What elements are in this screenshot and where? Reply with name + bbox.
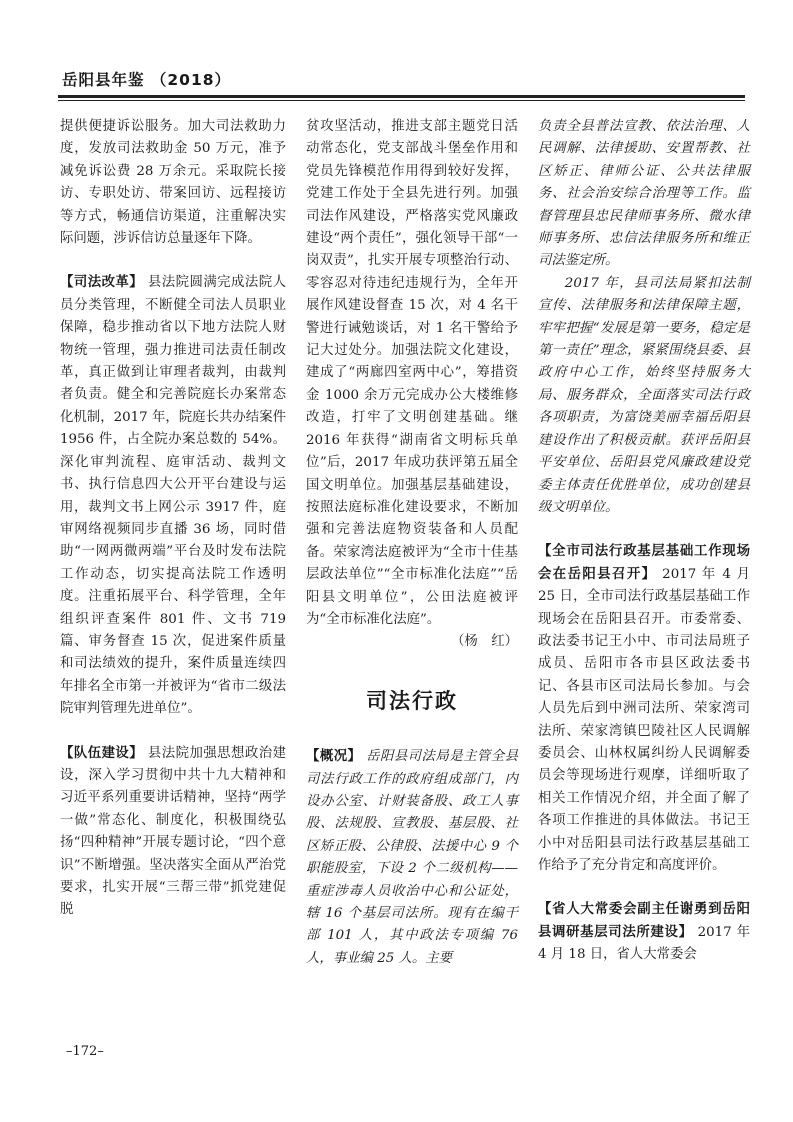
paragraph-overview <box>306 746 518 970</box>
section-label: 【概况】 <box>306 749 362 765</box>
paragraph-npc-visit <box>538 899 750 966</box>
paragraph: 2017 年，县司法局紧扣法制宣传、法律服务和法律保障主题，牢牢把握“发展是第一要务，稳定是第一责任”理念，紧紧围绕县委、县政府中心工作，始终坚持服务大局、服务群众，全面落实司法行政各项职责，为富饶美丽幸福岳阳县建设作出了积极贡献。获评岳阳县平安单位、岳阳县党风廉政建设党委主体责任优胜单位，成功创建县级文明单位。 <box>538 275 750 515</box>
paragraph: 负责全县普法宣教、依法治理、人民调解、法律援助、安置帮教、社区矫正、律师公证、公共法律服务、社会治安综合治理等工作。监督管理县忠民律师事务所、微水律师事务所、忠信法律服务所和维正司法鉴定所。 <box>538 119 750 269</box>
paragraph-site-meeting <box>538 541 750 877</box>
paragraph-text: 2017 年 4 月 18 日，省人大常委会 <box>538 924 751 963</box>
page-number: –172– <box>66 1044 104 1059</box>
section-label: 【省人大常委会副主任谢勇到岳阳县调研基层司法所建设】 <box>538 902 750 940</box>
column-right <box>538 116 750 967</box>
paragraph-judicial-reform <box>60 272 286 720</box>
header-rule-thick <box>58 95 745 98</box>
column-middle <box>306 116 518 970</box>
paragraph-text: 岳阳县司法局是主管全县司法行政工作的政府组成部门，内设办公室、计财装备股、政工人事股、法规股、宣教股、基层股、社区矫正股、公律股、法援中心 9 个职能股室，下设 2 个二级机构——重症涉毒人员收治中心和公证处，辖 16 个基层司法所。现有在编干部 101 人，其中政法专项编 76 人，事业编 25 人。主要 <box>306 749 519 966</box>
paragraph: 贫攻坚活动，推进支部主题党日活动常态化，党支部战斗堡垒作用和党员先锋模范作用得到较好发挥，党建工作处于全县先进行列。加强司法作风建设，严格落实党风廉政建设“两个责任”，强化领导干部“一岗双责”，扎实开展专项整治行动、零容忍对待违纪违规行为，全年开展作风建设督查 15 次，对 4 名干警进行诫勉谈话，对 1 名干警给予记大过处分。加强法院文化建设，建成了“两廊四室两中心”，筹措资金 1000 余万元完成办公大楼维修改造，打牢了文明创建基础。继 2016 年获得“湖南省文明标兵单位”后，2017 年成功获评第五届全国文明单位。加强基层基础建设，按照法庭标准化建设要求，不断加强和完善法庭物资装备和人员配备。荣家湾法庭被评为“全市十佳基层政法单位”“全市标准化法庭”“岳阳县文明单位”，公田法庭被评为“全市标准化法庭”。 <box>306 119 518 627</box>
author-credit: （杨 红） <box>451 634 518 650</box>
section-label: 【队伍建设】 <box>60 745 144 761</box>
paragraph-text: 2017 年 4 月 25 日，全市司法行政基层基础工作现场会在岳阳县召开。市委常委、政法委书记王小中、市司法局班子成员、岳阳市各市县区政法委书记、各县市区司法局长参加。与会人员先后到中洲司法所、荣家湾司法所、荣家湾镇巴陵社区人民调解委员会、山林权属纠纷人民调解委员会等现场进行观摩，详细听取了相关工作情况介绍，并全面了解了各项工作推进的具体做法。书记王小中对岳阳县司法行政基层基础工作给予了充分肯定和高度评价。 <box>538 566 750 873</box>
section-label: 【全市司法行政基层基础工作现场会在岳阳县召开】 <box>538 544 750 582</box>
paragraph-team-building <box>60 743 286 922</box>
paragraph-text: 县法院圆满完成法院人员分类管理，不断健全司法人员职业保障，稳步推动省以下地方法院人财物统一管理，强力推进司法责任制改革，真正做到让审理者裁判，由裁判者负责。健全和完善院庭长办案常态化机制，2017 年，院庭长共办结案件 1956 件，占全院办案总数的 54%。深化审判流程、庭审活动、裁判文书、执行信息四大公开平台建设与运用，裁判文书上网公示 3917 件，庭审网络视频同步直播 36 场，同时借助“一网两微两端”平台及时发布法院工作动态，切实提高法院工作透明度。注重拓展平台、科学管理，全年组织评查案件 801 件、文书 719 篇、审务督查 15 次，促进案件质量和司法绩效的提升，案件质量连续四年排名全市第一并被评为“省市二级法院审判管理先进单位”。 <box>60 275 287 717</box>
column-left <box>60 116 286 922</box>
paragraph: 提供便捷诉讼服务。加大司法救助力度，发放司法救助金 50 万元，准予减免诉讼费 28 万余元。采取院长接访、专职处访、带案回访、远程接访等方式，畅通信访渠道，注重解决实际问题，涉诉信访总量逐年下降。 <box>60 119 286 247</box>
header-rule-thin <box>58 100 745 101</box>
paragraph-text: 县法院加强思想政治建设，深入学习贯彻中共十九大精神和习近平系列重要讲话精神，坚持“两学一做”常态化、制度化，积极围绕弘扬“四种精神”开展专题讨论，“四个意识”不断增强。坚决落实全面从严治党要求，扎实开展“三帮三带”抓党建促脱 <box>60 745 287 918</box>
section-heading: 司法行政 <box>366 688 458 713</box>
section-label: 【司法改革】 <box>60 275 144 291</box>
running-header: 岳阳县年鉴 （2018） <box>62 71 232 89</box>
